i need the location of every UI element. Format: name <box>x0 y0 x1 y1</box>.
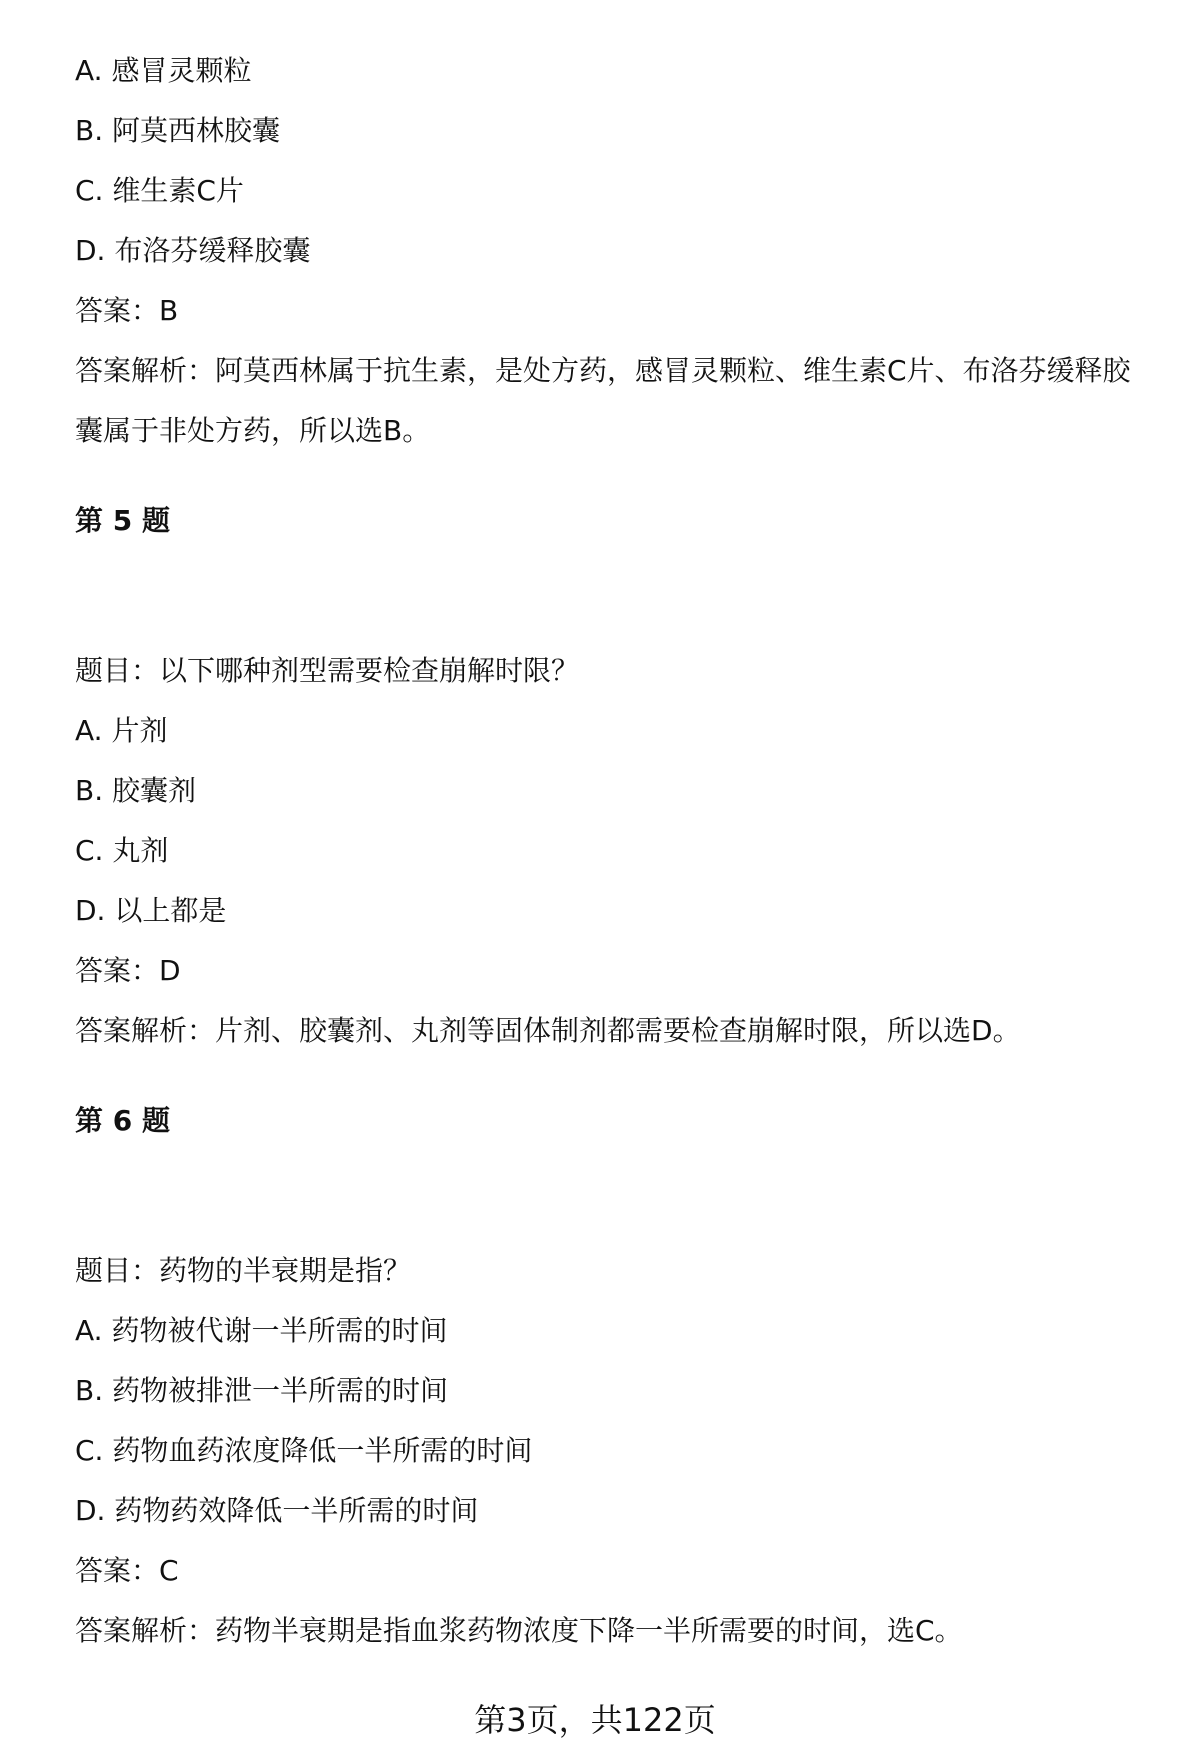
q4-option-c: C. 维生素C片 <box>75 174 244 207</box>
q4-option-d: D. 布洛芬缓释胶囊 <box>75 234 311 267</box>
q6-option-a: A. 药物被代谢一半所需的时间 <box>75 1314 448 1347</box>
q5-option-b: B. 胶囊剂 <box>75 774 197 807</box>
q6-heading: 第 6 题 <box>75 1104 170 1137</box>
q5-question: 题目：以下哪种剂型需要检查崩解时限？ <box>75 654 580 687</box>
q5-option-d: D. 以上都是 <box>75 894 227 927</box>
q4-option-a: A. 感冒灵颗粒 <box>75 54 252 87</box>
q5-heading: 第 5 题 <box>75 504 170 537</box>
q5-explanation: 答案解析：片剂、胶囊剂、丸剂等固体制剂都需要检查崩解时限，所以选D。 <box>75 1014 1021 1047</box>
q4-answer: 答案：B <box>75 294 179 327</box>
q6-answer: 答案：C <box>75 1554 179 1587</box>
q6-option-b: B. 药物被排泄一半所需的时间 <box>75 1374 449 1407</box>
q4-explanation: 答案解析：阿莫西林属于抗生素，是处方药，感冒灵颗粒、维生素C片、布洛芬缓释胶囊属于非处方药，所以选B。 <box>75 354 1131 447</box>
q5-answer: 答案：D <box>75 954 181 987</box>
q6-explanation: 答案解析：药物半衰期是指血浆药物浓度下降一半所需要的时间，选C。 <box>75 1614 963 1647</box>
q6-question: 题目：药物的半衰期是指？ <box>75 1254 412 1287</box>
page-number: 第3页，共122页 <box>474 1701 716 1739</box>
q5-option-a: A. 片剂 <box>75 714 168 747</box>
q6-option-c: C. 药物血药浓度降低一半所需的时间 <box>75 1434 533 1467</box>
q5-option-c: C. 丸剂 <box>75 834 169 867</box>
q6-option-d: D. 药物药效降低一半所需的时间 <box>75 1494 479 1527</box>
q4-option-b: B. 阿莫西林胶囊 <box>75 114 281 147</box>
